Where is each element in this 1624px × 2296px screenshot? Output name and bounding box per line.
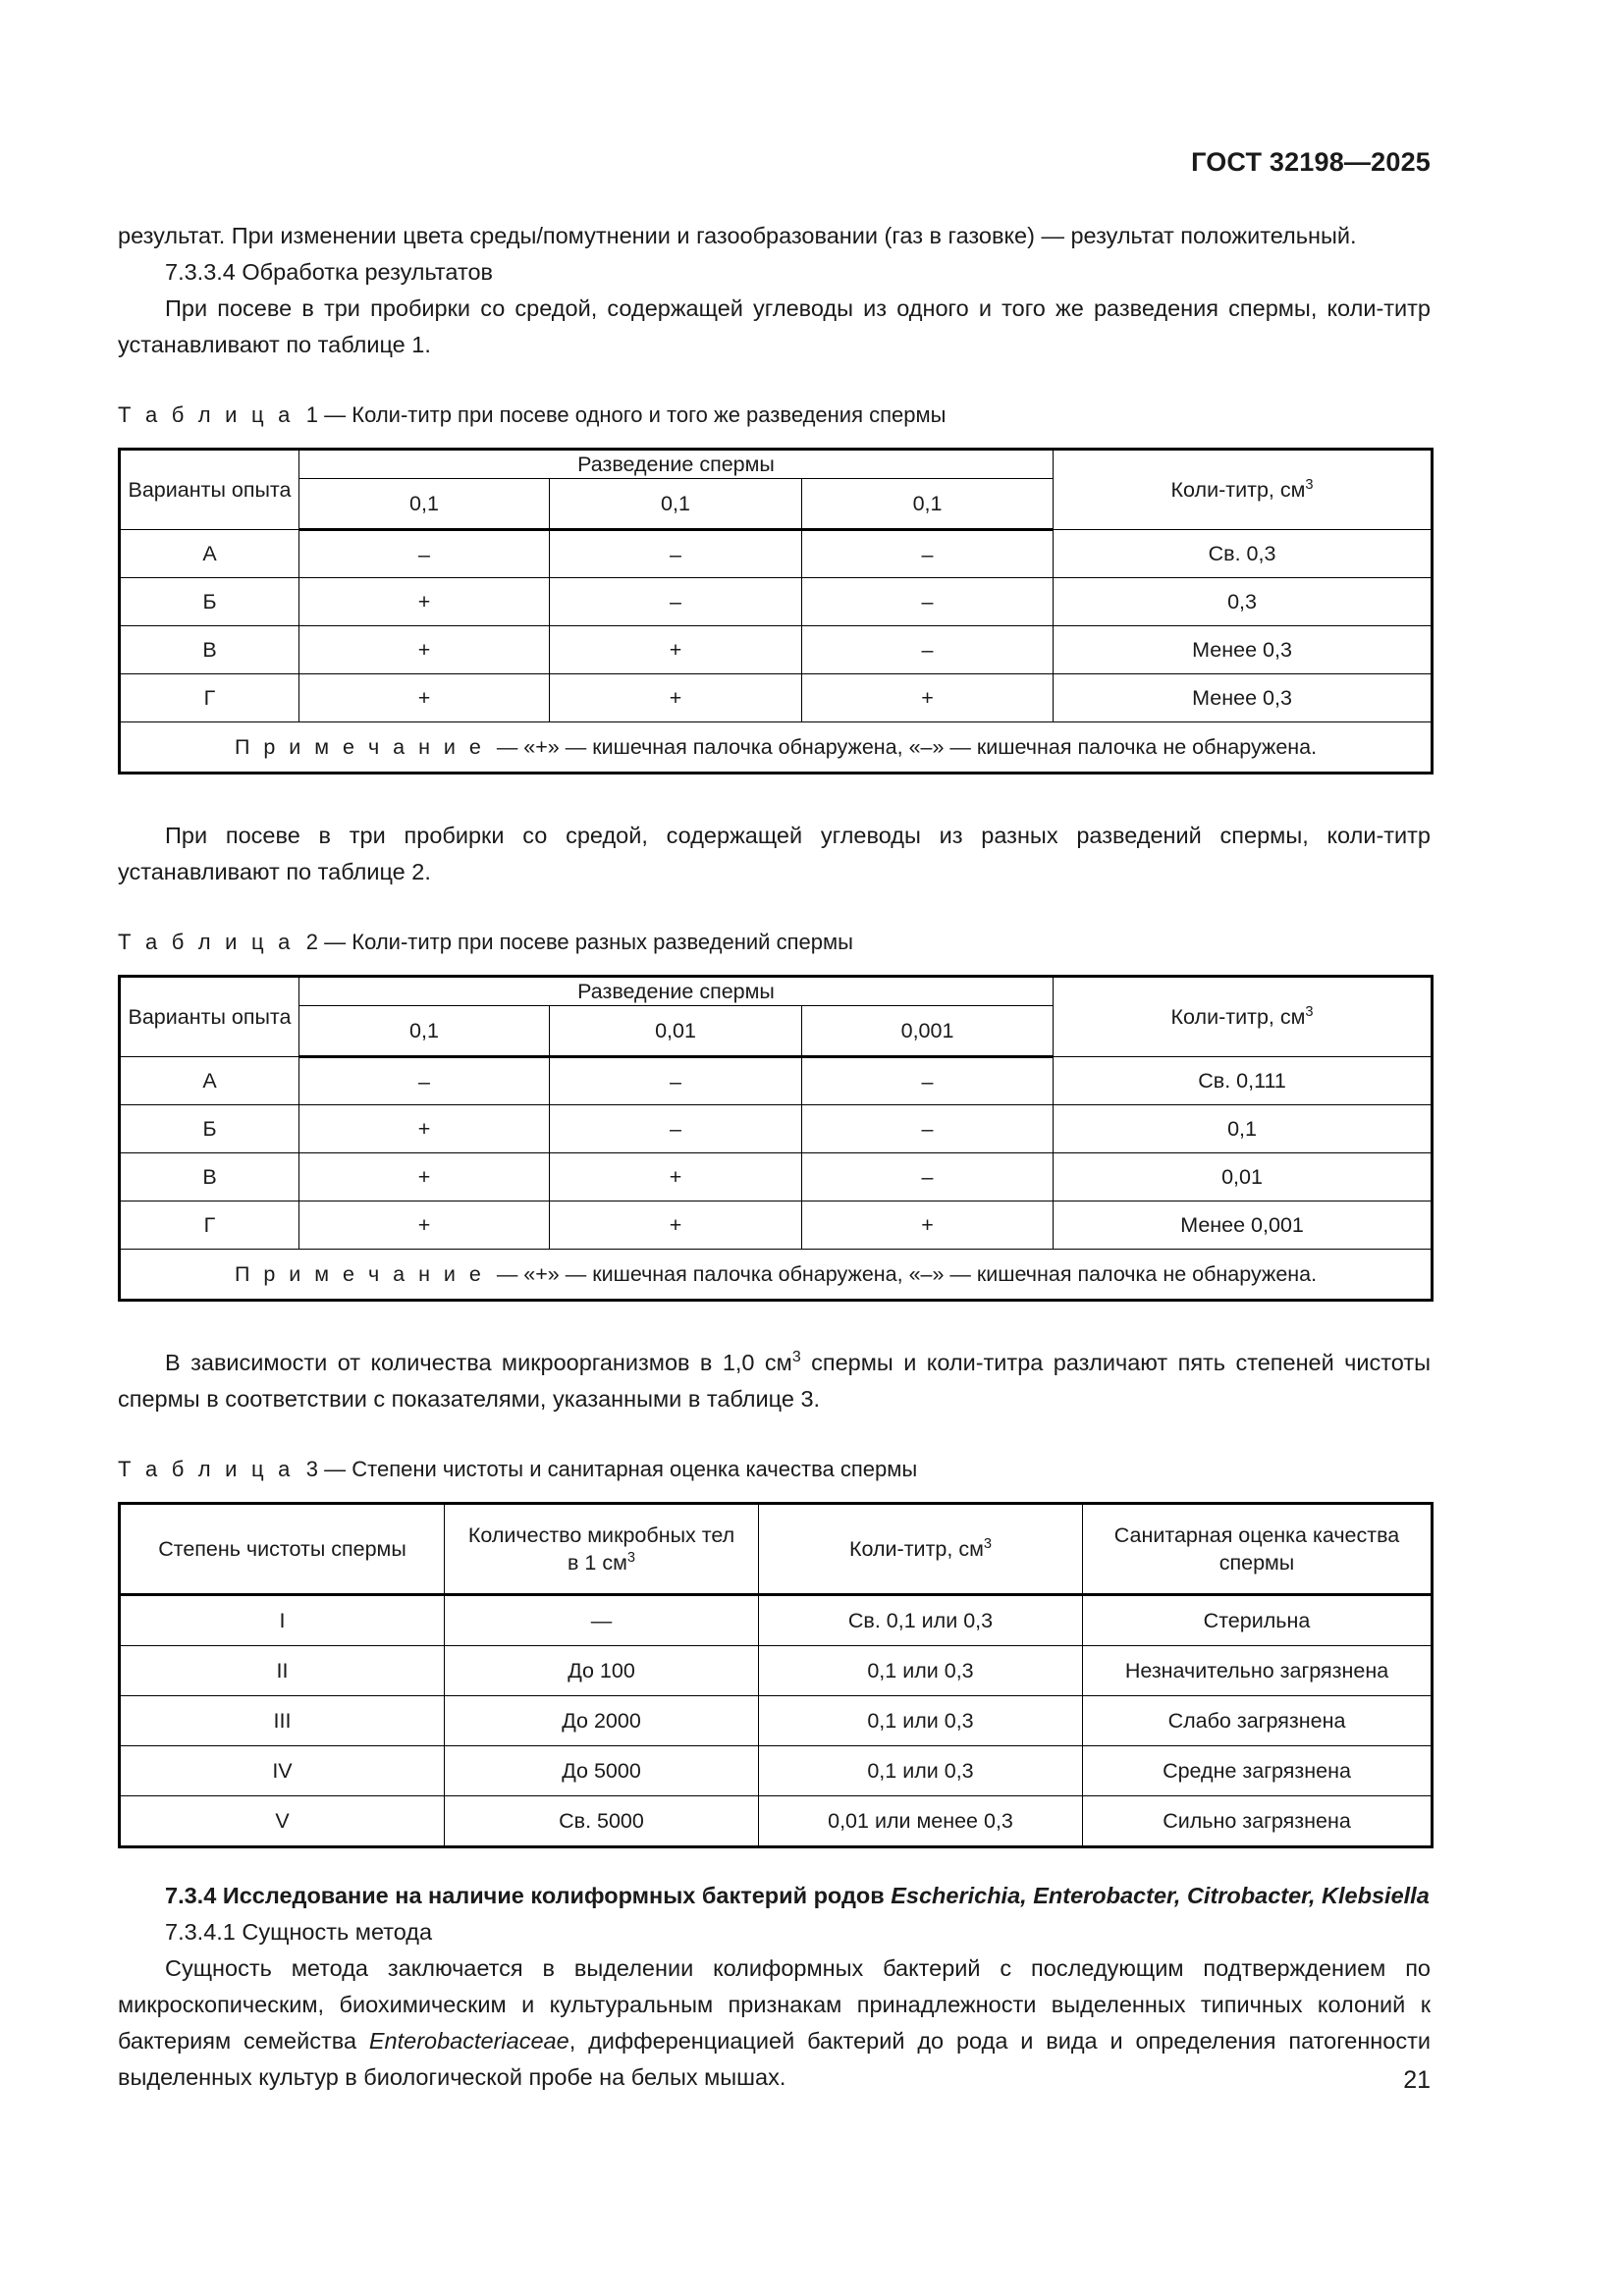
table-3-r0-degree: I	[120, 1595, 445, 1646]
table-1-r0-result: Св. 0,3	[1054, 530, 1433, 578]
paragraph-purity-degrees-sup: 3	[791, 1349, 801, 1366]
table-3-r4-titer: 0,01 или менее 0,3	[759, 1796, 1083, 1847]
table-2-r3-c2: +	[550, 1201, 802, 1250]
table-2-r2-c2: +	[550, 1153, 802, 1201]
paragraph-method-essence-part2: , дифференциацией бактерий до рода и вида и определения патогенности выделенных культур в биологической пробе на белых мышах.	[118, 2028, 1431, 2090]
table-3-header-microbe-count-line2: в 1 см	[568, 1551, 627, 1575]
table-1-r0-c1: –	[299, 530, 550, 578]
table-row	[120, 674, 1433, 722]
table-1-koli-titr-same-dilution	[118, 448, 1434, 774]
table-3-header-row	[120, 1504, 1433, 1595]
table-2-r1-c3: –	[802, 1105, 1054, 1153]
table-1-subheader-col3: 0,1	[802, 479, 1054, 530]
clause-7-3-3-4-title: 7.3.3.4 Обработка результатов	[165, 259, 494, 285]
table-1-note-row	[120, 722, 1433, 774]
table-1-r1-result: 0,3	[1054, 578, 1433, 626]
table-3-caption-number: 3	[305, 1457, 318, 1481]
table-3-r4-assessment: Сильно загрязнена	[1083, 1796, 1433, 1847]
table-2-header-row-1	[120, 977, 1433, 1006]
table-2-r1-variant: Б	[120, 1105, 299, 1153]
table-row	[120, 626, 1433, 674]
table-3-r0-assessment: Стерильна	[1083, 1595, 1433, 1646]
table-3-header-microbe-count-line1: Количество микробных тел	[467, 1523, 735, 1547]
table-3-r1-degree: II	[120, 1646, 445, 1696]
table-2-note	[120, 1250, 1433, 1301]
table-3-r1-titer: 0,1 или 0,3	[759, 1646, 1083, 1696]
table-row	[120, 1746, 1433, 1796]
paragraph-method-essence	[118, 1950, 1431, 2096]
table-1-header-variants: Варианты опыта	[120, 450, 299, 530]
table-1-r1-c1: +	[299, 578, 550, 626]
table-1-header-row-1	[120, 450, 1433, 479]
table-1-r1-variant: Б	[120, 578, 299, 626]
table-2-r3-result: Менее 0,001	[1054, 1201, 1433, 1250]
table-3-r3-titer: 0,1 или 0,3	[759, 1746, 1083, 1796]
table-2-r2-result: 0,01	[1054, 1153, 1433, 1201]
table-3-r3-count: До 5000	[445, 1746, 759, 1796]
table-3-r3-degree: IV	[120, 1746, 445, 1796]
table-3-r4-count: Св. 5000	[445, 1796, 759, 1847]
table-1-r2-result: Менее 0,3	[1054, 626, 1433, 674]
table-2-caption-dash: —	[324, 930, 347, 954]
table-3-r2-assessment: Слабо загрязнена	[1083, 1696, 1433, 1746]
table-2-r0-c3: –	[802, 1057, 1054, 1105]
table-1-r2-c1: +	[299, 626, 550, 674]
table-2-r0-result: Св. 0,111	[1054, 1057, 1433, 1105]
paragraph-purity-degrees-part1: В зависимости от количества микроорганизмов в 1,0 см	[165, 1350, 792, 1375]
table-2-r2-variant: В	[120, 1153, 299, 1201]
table-2-subheader-col1: 0,1	[299, 1006, 550, 1057]
table-2-r2-c1: +	[299, 1153, 550, 1201]
table-3-purity-degrees-assessment	[118, 1502, 1434, 1848]
table-1-r0-c2: –	[550, 530, 802, 578]
table-2-caption	[118, 928, 1431, 957]
table-3-header-microbe-count	[445, 1504, 759, 1595]
table-1-caption	[118, 400, 1431, 430]
table-1-r2-c2: +	[550, 626, 802, 674]
table-3-r1-count: До 100	[445, 1646, 759, 1696]
table-row	[120, 1057, 1433, 1105]
section-heading-text: Исследование на наличие колиформных бактерий родов	[222, 1883, 892, 1908]
table-3-caption-word: Т а б л и ц а	[118, 1457, 295, 1481]
table-2-header-dilution-group: Разведение спермы	[299, 977, 1054, 1006]
table-1-note	[120, 722, 1433, 774]
table-2-note-row	[120, 1250, 1433, 1301]
table-2-r3-c1: +	[299, 1201, 550, 1250]
table-3-header-microbe-count-sup: 3	[626, 1549, 635, 1566]
table-2-r1-result: 0,1	[1054, 1105, 1433, 1153]
section-heading-genera-line1: Escherichia, Enterobacter,	[891, 1883, 1181, 1908]
table-2-r3-c3: +	[802, 1201, 1054, 1250]
table-1-r3-c1: +	[299, 674, 550, 722]
table-1-caption-text: Коли-титр при посеве одного и того же разведения спермы	[352, 402, 947, 427]
table-2-koli-titr-different-dilutions	[118, 975, 1434, 1302]
section-heading-number: 7.3.4	[165, 1883, 217, 1908]
table-3-r3-assessment: Средне загрязнена	[1083, 1746, 1433, 1796]
paragraph-different-dilutions: При посеве в три пробирки со средой, содержащей углеводы из разных разведений спермы, коли-титр устанавливают по таблице 2.	[118, 823, 1431, 884]
table-2-note-text: — «+» — кишечная палочка обнаружена, «–» — кишечная палочка не обнаружена.	[496, 1262, 1318, 1286]
table-1-r2-variant: В	[120, 626, 299, 674]
table-2-header-variants: Варианты опыта	[120, 977, 299, 1057]
page-content	[118, 218, 1431, 2096]
section-heading-genera-line2: Citrobacter, Klebsiella	[1186, 1883, 1430, 1908]
table-1-r3-result: Менее 0,3	[1054, 674, 1433, 722]
table-3-header-assessment	[1083, 1504, 1433, 1595]
paragraph-same-dilution: При посеве в три пробирки со средой, содержащей углеводы из одного и того же разведения спермы, коли-титр устанавливают по таблице 1.	[118, 295, 1431, 357]
table-3-r1-assessment: Незначительно загрязнена	[1083, 1646, 1433, 1696]
table-1-r3-variant: Г	[120, 674, 299, 722]
table-2-caption-word: Т а б л и ц а	[118, 930, 295, 954]
table-1-header-koli-titr	[1054, 450, 1433, 530]
table-3-r2-degree: III	[120, 1696, 445, 1746]
running-header-standard-number: ГОСТ 32198—2025	[1191, 147, 1431, 177]
paragraph-purity-degrees	[118, 1345, 1431, 1417]
table-2-subheader-col2: 0,01	[550, 1006, 802, 1057]
table-2-subheader-col3: 0,001	[802, 1006, 1054, 1057]
table-1-r3-c3: +	[802, 674, 1054, 722]
table-3-header-degree: Степень чистоты спермы	[120, 1504, 445, 1595]
table-2-r0-c2: –	[550, 1057, 802, 1105]
table-1-r1-c3: –	[802, 578, 1054, 626]
paragraph-intro-result: результат. При изменении цвета среды/помутнении и газообразовании (газ в газовке) — результат положительный.	[118, 223, 1357, 248]
page-number: 21	[1403, 2066, 1431, 2094]
table-3-caption	[118, 1455, 1431, 1484]
table-2-header-koli-titr-sup: 3	[1305, 1003, 1314, 1020]
table-3-header-koli-titr-sup: 3	[983, 1535, 992, 1552]
paragraph-purity-degrees-part2: спермы и коли-титра различают пять степеней чистоты спермы в соответствии с показателями, указанными в таблице 3.	[118, 1350, 1432, 1412]
table-3-header-koli-titr-text: Коли-титр, см	[848, 1537, 984, 1561]
table-3-r2-count: До 2000	[445, 1696, 759, 1746]
table-1-note-label: П р и м е ч а н и е	[234, 735, 485, 759]
clause-7-3-4-1-title: 7.3.4.1 Сущность метода	[165, 1919, 433, 1945]
table-1-caption-dash: —	[324, 402, 347, 427]
table-1-header-dilution-group: Разведение спермы	[299, 450, 1054, 479]
table-1-caption-number: 1	[305, 402, 318, 427]
table-2-r3-variant: Г	[120, 1201, 299, 1250]
table-1-header-koli-titr-text: Коли-титр, см	[1170, 478, 1306, 502]
section-heading-7-3-4	[118, 1878, 1431, 1914]
table-3-r0-count: —	[445, 1595, 759, 1646]
table-row	[120, 1105, 1433, 1153]
table-3-header-koli-titr	[759, 1504, 1083, 1595]
table-2-note-label: П р и м е ч а н и е	[234, 1262, 485, 1286]
table-2-r0-variant: А	[120, 1057, 299, 1105]
table-1-r0-variant: А	[120, 530, 299, 578]
table-2-caption-number: 2	[305, 930, 318, 954]
table-3-caption-dash: —	[324, 1457, 347, 1481]
table-3-header-assessment-line2: спермы	[1218, 1551, 1295, 1575]
table-1-r2-c3: –	[802, 626, 1054, 674]
table-row	[120, 1153, 1433, 1201]
table-3-r2-titer: 0,1 или 0,3	[759, 1696, 1083, 1746]
table-2-r1-c2: –	[550, 1105, 802, 1153]
table-row	[120, 1796, 1433, 1847]
table-2-caption-text: Коли-титр при посеве разных разведений спермы	[352, 930, 853, 954]
table-1-note-text: — «+» — кишечная палочка обнаружена, «–» — кишечная палочка не обнаружена.	[496, 735, 1318, 759]
table-3-r0-titer: Св. 0,1 или 0,3	[759, 1595, 1083, 1646]
table-3-caption-text: Степени чистоты и санитарная оценка качества спермы	[352, 1457, 918, 1481]
table-2-r1-c1: +	[299, 1105, 550, 1153]
table-1-r3-c2: +	[550, 674, 802, 722]
table-row	[120, 578, 1433, 626]
table-3-header-assessment-line1: Санитарная оценка качества	[1113, 1523, 1400, 1547]
table-2-header-koli-titr	[1054, 977, 1433, 1057]
table-1-subheader-col2: 0,1	[550, 479, 802, 530]
table-2-r2-c3: –	[802, 1153, 1054, 1201]
table-3-r4-degree: V	[120, 1796, 445, 1847]
table-row	[120, 1646, 1433, 1696]
table-1-subheader-col1: 0,1	[299, 479, 550, 530]
table-row	[120, 530, 1433, 578]
paragraph-method-essence-part1: Сущность метода заключается в выделении колиформных бактерий с последующим подтверждением по микроскопическим, биохимическим и культуральным признакам принадлежности выделенных типичных колоний к бактериям семейства	[118, 1955, 1431, 2054]
table-row	[120, 1201, 1433, 1250]
table-1-header-koli-titr-sup: 3	[1305, 476, 1314, 493]
table-1-r0-c3: –	[802, 530, 1054, 578]
table-1-r1-c2: –	[550, 578, 802, 626]
table-2-r0-c1: –	[299, 1057, 550, 1105]
paragraph-method-essence-family: Enterobacteriaceae	[368, 2028, 569, 2054]
table-2-header-koli-titr-text: Коли-титр, см	[1170, 1005, 1306, 1029]
table-row	[120, 1595, 1433, 1646]
table-1-caption-word: Т а б л и ц а	[118, 402, 295, 427]
table-row	[120, 1696, 1433, 1746]
